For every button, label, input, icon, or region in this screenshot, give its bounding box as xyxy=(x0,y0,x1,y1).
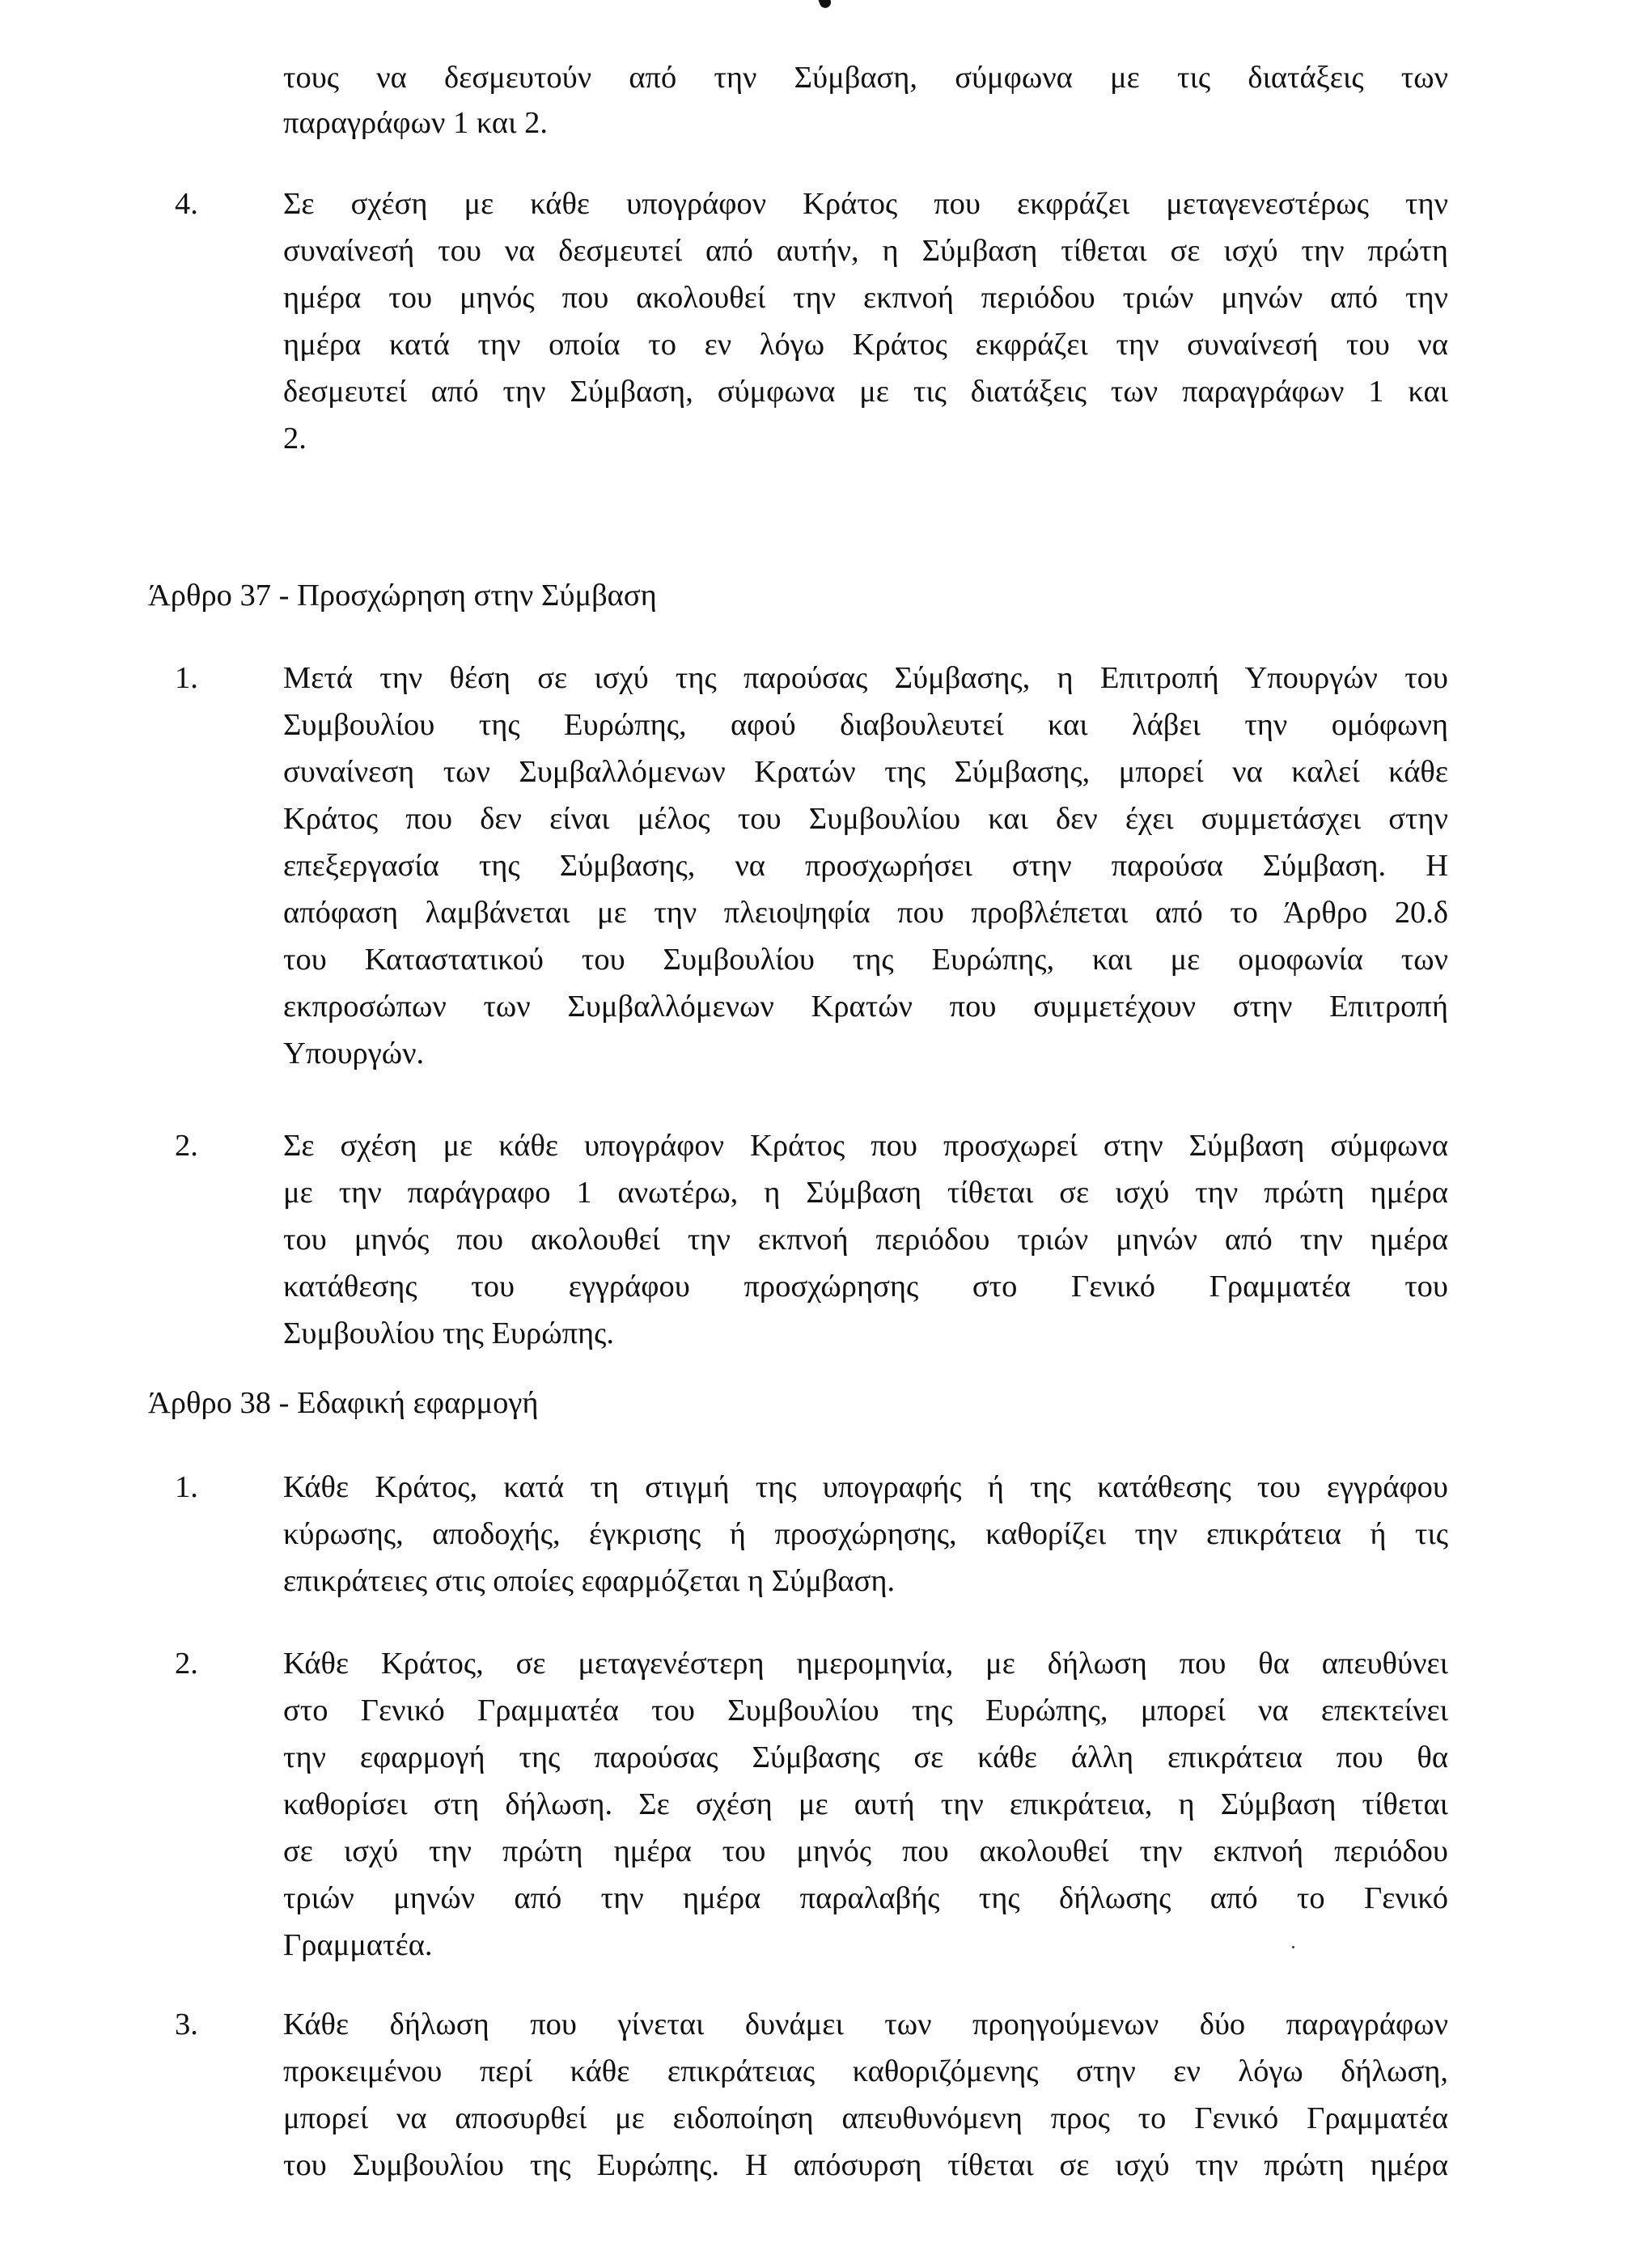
text-line: με την παράγραφο 1 ανωτέρω, η Σύμβαση τίθεται σε ισχύ την πρώτη ημέρα xyxy=(283,1176,1448,1210)
paragraph-number: 2. xyxy=(175,1129,198,1163)
text-line: απόφαση λαμβάνεται με την πλειοψηφία που προβλέπεται από το Άρθρο 20.δ xyxy=(283,896,1448,930)
text-line: ημέρα του μηνός που ακολουθεί την εκπνοή περιόδου τριών μηνών από την xyxy=(283,281,1448,315)
article-heading: Άρθρο 38 - Εδαφική εφαρμογή xyxy=(148,1386,539,1420)
paragraph-number: 1. xyxy=(175,661,198,695)
text-line: τριών μηνών από την ημέρα παραλαβής της δήλωσης από το Γενικό xyxy=(283,1881,1448,1915)
text-line: Συμβουλίου της Ευρώπης, αφού διαβουλευτεί και λάβει την ομόφωνη xyxy=(283,708,1448,742)
text-line: κατάθεσης του εγγράφου προσχώρησης στο Γενικό Γραμματέα του xyxy=(283,1270,1448,1304)
text-line: μπορεί να αποσυρθεί με ειδοποίηση απευθυνόμενη προς το Γενικό Γραμματέα xyxy=(283,2101,1448,2135)
text-line: Συμβουλίου της Ευρώπης. xyxy=(283,1316,615,1350)
paragraph-number: 4. xyxy=(175,187,198,221)
paragraph-number: 1. xyxy=(175,1470,198,1504)
text-line: Κάθε Κράτος, σε μεταγενέστερη ημερομηνία, με δήλωση που θα απευθύνει xyxy=(283,1647,1448,1681)
text-line: Κάθε Κράτος, κατά τη στιγμή της υπογραφής ή της κατάθεσης του εγγράφου xyxy=(283,1470,1448,1504)
text-line: Μετά την θέση σε ισχύ της παρούσας Σύμβασης, η Επιτροπή Υπουργών του xyxy=(283,661,1448,695)
text-line: συναίνεση των Συμβαλλόμενων Κρατών της Σύμβασης, μπορεί να καλεί κάθε xyxy=(283,755,1448,789)
text-line: εκπροσώπων των Συμβαλλόμενων Κρατών που συμμετέχουν στην Επιτροπή xyxy=(283,990,1448,1024)
text-line: Κράτος που δεν είναι μέλος του Συμβουλίου και δεν έχει συμμετάσχει στην xyxy=(283,802,1448,836)
paragraph-number: 3. xyxy=(175,2007,198,2041)
text-line: σε ισχύ την πρώτη ημέρα του μηνός που ακολουθεί την εκπνοή περιόδου xyxy=(283,1834,1448,1868)
text-line: συναίνεσή του να δεσμευτεί από αυτήν, η Σύμβαση τίθεται σε ισχύ την πρώτη xyxy=(283,234,1448,268)
text-line: την εφαρμογή της παρούσας Σύμβασης σε κάθε άλλη επικράτεια που θα xyxy=(283,1740,1448,1774)
text-line: κύρωσης, αποδοχής, έγκρισης ή προσχώρησης, καθορίζει την επικράτεια ή τις xyxy=(283,1517,1448,1551)
text-line: τους να δεσμευτούν από την Σύμβαση, σύμφωνα με τις διατάξεις των xyxy=(283,61,1448,95)
scan-artifact-mark xyxy=(816,0,832,10)
text-line: Σε σχέση με κάθε υπογράφον Κράτος που προσχωρεί στην Σύμβαση σύμφωνα xyxy=(283,1129,1448,1163)
text-line: δεσμευτεί από την Σύμβαση, σύμφωνα με τις διατάξεις των παραγράφων 1 και xyxy=(283,375,1448,409)
text-line: του μηνός που ακολουθεί την εκπνοή περιόδου τριών μηνών από την ημέρα xyxy=(283,1223,1448,1257)
text-line: επικράτειες στις οποίες εφαρμόζεται η Σύμβαση. xyxy=(283,1564,896,1598)
scan-speck xyxy=(1292,1946,1294,1948)
paragraph-number: 2. xyxy=(175,1647,198,1681)
text-line: παραγράφων 1 και 2. xyxy=(283,106,548,140)
article-heading: Άρθρο 37 - Προσχώρηση στην Σύμβαση xyxy=(148,579,657,613)
text-line: του Καταστατικού του Συμβουλίου της Ευρώπης, και με ομοφωνία των xyxy=(283,943,1448,977)
text-line: προκειμένου περί κάθε επικράτειας καθοριζόμενης στην εν λόγω δήλωση, xyxy=(283,2054,1448,2088)
text-line: Γραμματέα. xyxy=(283,1928,433,1962)
text-line: στο Γενικό Γραμματέα του Συμβουλίου της Ευρώπης, μπορεί να επεκτείνει xyxy=(283,1694,1448,1727)
text-line: καθορίσει στη δήλωση. Σε σχέση με αυτή την επικράτεια, η Σύμβαση τίθεται xyxy=(283,1787,1448,1821)
text-line: Υπουργών. xyxy=(283,1036,425,1070)
text-line: επεξεργασία της Σύμβασης, να προσχωρήσει στην παρούσα Σύμβαση. Η xyxy=(283,849,1448,883)
text-line: 2. xyxy=(283,422,307,456)
text-line: του Συμβουλίου της Ευρώπης. Η απόσυρση τίθεται σε ισχύ την πρώτη ημέρα xyxy=(283,2148,1448,2182)
text-line: Σε σχέση με κάθε υπογράφον Κράτος που εκφράζει μεταγενεστέρως την xyxy=(283,187,1448,221)
text-line: Κάθε δήλωση που γίνεται δυνάμει των προηγούμενων δύο παραγράφων xyxy=(283,2007,1448,2041)
text-line: ημέρα κατά την οποία το εν λόγω Κράτος εκφράζει την συναίνεσή του να xyxy=(283,328,1448,362)
